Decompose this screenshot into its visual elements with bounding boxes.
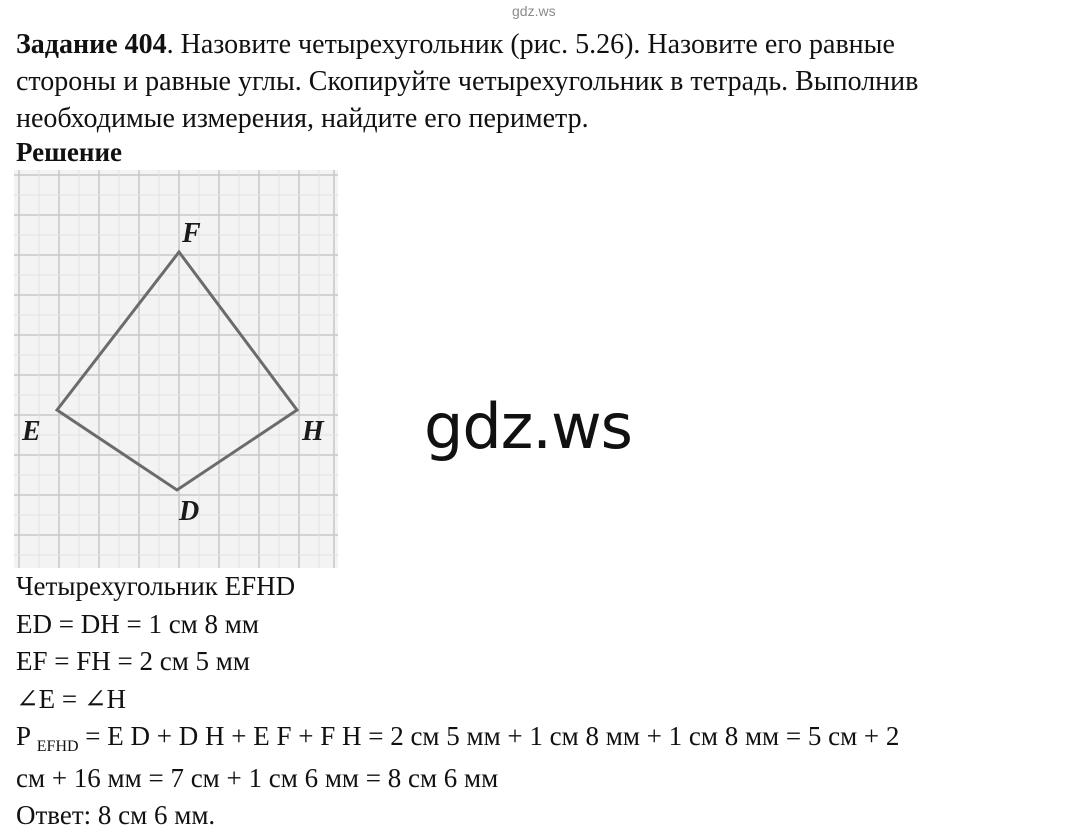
solution-line-3: EF = FH = 2 см 5 мм [16, 646, 250, 676]
solution-text [16, 568, 1076, 835]
quadrilateral-figure [14, 170, 338, 568]
task-line-2: стороны и равные углы. Скопируйте четырехугольник в тетрадь. Выполнив [16, 66, 919, 97]
label-d: D [179, 496, 200, 527]
task-line-3: необходимые измерения, найдите его периметр. [16, 103, 589, 134]
solution-line-6: см + 16 мм = 7 см + 1 см 6 мм = 8 см 6 мм [16, 762, 499, 793]
solution-heading: Решение [16, 137, 122, 167]
perimeter-subscript: EFHD [36, 738, 79, 755]
label-e: E [22, 416, 41, 447]
solution-line-4: ∠E = ∠H [16, 683, 126, 714]
perimeter-letter: P [16, 721, 37, 751]
watermark-top: gdz.ws [512, 3, 556, 19]
figure-svg [14, 170, 338, 568]
watermark-center: gdz.ws [424, 390, 632, 463]
task-label: Задание 404 [16, 29, 167, 60]
answer-line: Ответ: 8 см 6 мм. [16, 800, 216, 830]
perimeter-equation: = E D + D H + E F + F H = 2 см 5 мм + 1 см 8 мм + 1 см 8 мм = 5 см + 2 [78, 721, 900, 751]
label-f: F [182, 218, 201, 249]
label-h: H [302, 416, 324, 447]
task-line-1: . Назовите четырехугольник (рис. 5.26). Назовите его равные [166, 29, 895, 60]
solution-line-5 [16, 718, 1076, 760]
task-text [16, 26, 1066, 137]
solution-line-1: Четырехугольник EFHD [16, 571, 296, 601]
grid-background [14, 170, 338, 568]
solution-line-2: ED = DH = 1 см 8 мм [16, 608, 259, 639]
